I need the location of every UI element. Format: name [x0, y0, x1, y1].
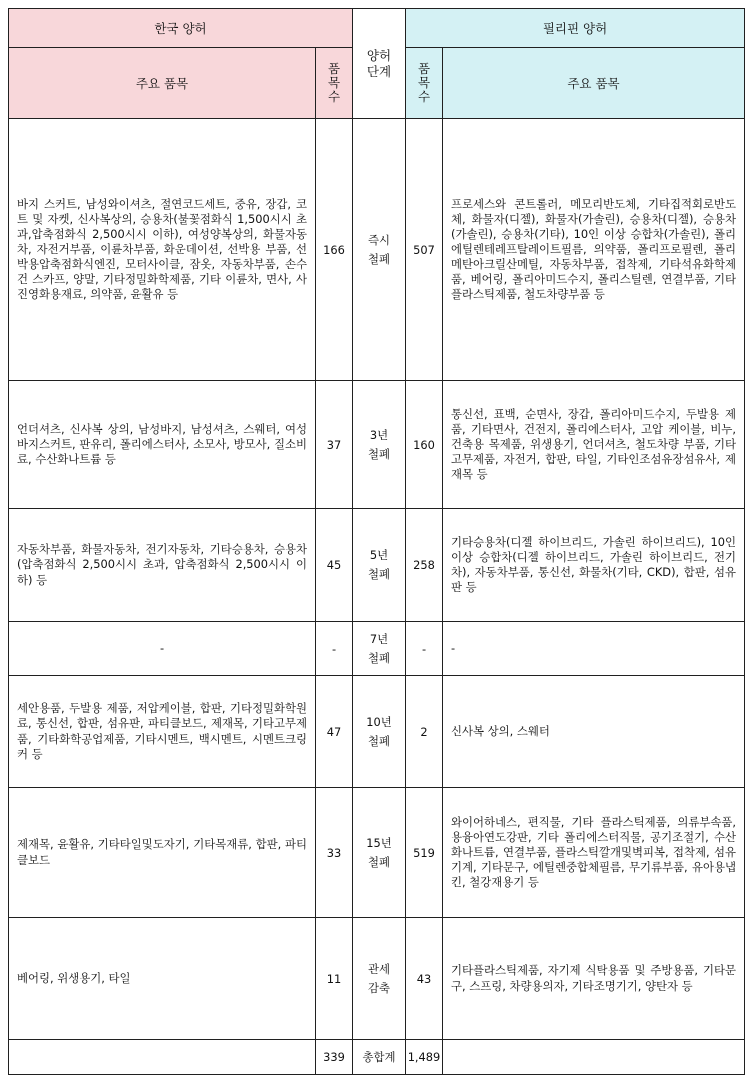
table-row [9, 381, 745, 509]
kr-items-cell: 언더셔츠, 신사복 상의, 남성바지, 남성셔츠, 스웨터, 여성바지스커트, 판유리, 폴리에스터사, 소모사, 방모사, 질소비료, 수산화나트륨 등 [9, 381, 316, 509]
stage-label: 3년 철폐 [367, 427, 390, 461]
ph-count-header-label: 품목수 [417, 61, 431, 104]
kr-items-cell: 바지 스커트, 남성와이셔츠, 절연코드세트, 중유, 장갑, 코트 및 자켓, 신사복상의, 승용차(불꽃점화식 1,500시시 초과,압축점화식 2,500시시 이하), 여성양복상의, 화물자동차, 자전거부품, 이륜차부품, 화운데이션, 선박용 부품, 선박용압축점화식엔진, 모터사이클, 잠옷, 자동차부품, 손수건 스카프, 양말, 기타정밀화학제품, 기타 이륜차, 면사, 사진영화용재료, 의약품, 윤활유 등 [9, 119, 316, 381]
ph-items-cell: - [443, 622, 745, 676]
stage-label: 즉시 철폐 [367, 232, 390, 266]
ph-count-cell: - [406, 622, 443, 676]
total-ph-count: 1,489 [406, 1040, 443, 1075]
kr-count-header [316, 48, 353, 119]
korea-concession-header: 한국 양허 [9, 9, 353, 48]
table-row [9, 676, 745, 788]
kr-count-cell: 45 [316, 509, 353, 622]
header-row-1 [9, 9, 745, 48]
stage-cell [353, 119, 406, 381]
total-ph-items-cell [443, 1040, 745, 1075]
ph-count-cell: 160 [406, 381, 443, 509]
stage-label: 관세 감축 [367, 961, 390, 995]
kr-items-cell: 자동차부품, 화물자동차, 전기자동차, 기타승용차, 승용차(압축점화식 2,500시시 초과, 압축점화식 2,500시시 이하) 등 [9, 509, 316, 622]
ph-items-cell: 기타승용차(디젤 하이브리드, 가솔린 하이브리드), 10인 이상 승합차(디젤 하이브리드, 가솔린 하이브리드, 전기차), 자동차부품, 통신선, 화물차(기타, CKD), 합판, 섬유판 등 [443, 509, 745, 622]
stage-cell [353, 918, 406, 1040]
stage-cell [353, 381, 406, 509]
philippines-concession-header: 필리핀 양허 [406, 9, 745, 48]
kr-items-cell: - [9, 622, 316, 676]
kr-items-cell: 제재목, 윤활유, 기타타일및도자기, 기타목재류, 합판, 파티클보드 [9, 788, 316, 918]
stage-cell [353, 788, 406, 918]
stage-label: 5년 철폐 [367, 548, 390, 581]
table-body [9, 9, 745, 1075]
total-row [9, 1040, 745, 1075]
stage-cell [353, 676, 406, 788]
stage-cell [353, 622, 406, 676]
stage-header [353, 9, 406, 119]
ph-count-cell: 507 [406, 119, 443, 381]
ph-items-cell: 신사복 상의, 스웨터 [443, 676, 745, 788]
table-row [9, 509, 745, 622]
kr-count-cell: 11 [316, 918, 353, 1040]
total-kr-items-cell [9, 1040, 316, 1075]
ph-count-cell: 2 [406, 676, 443, 788]
ph-items-cell: 통신선, 표백, 순면사, 장갑, 폴리아미드수지, 두발용 제품, 기타면사, 건전지, 폴리에스터사, 고압 케이블, 비누, 건축용 목제품, 위생용기, 언더셔츠, 철도차량 부품, 기타 고무제품, 자전거, 합판, 타일, 기타인조섬유장섬유사, 제재목 등 [443, 381, 745, 509]
kr-count-cell: 33 [316, 788, 353, 918]
stage-label: 7년 철폐 [367, 631, 390, 665]
ph-count-cell: 519 [406, 788, 443, 918]
kr-items-header: 주요 품목 [9, 48, 316, 119]
total-kr-count: 339 [316, 1040, 353, 1075]
ph-count-cell: 258 [406, 509, 443, 622]
kr-count-cell: 37 [316, 381, 353, 509]
stage-label: 10년 철폐 [366, 714, 392, 748]
stage-header-label: 양허 단계 [366, 47, 392, 79]
stage-label: 15년 철폐 [366, 835, 392, 869]
ph-items-cell: 기타플라스틱제품, 자기제 식탁용품 및 주방용품, 기타문구, 스프링, 차량용의자, 기타조명기기, 양탄자 등 [443, 918, 745, 1040]
kr-count-header-label: 품목수 [327, 61, 341, 104]
ph-items-header: 주요 품목 [443, 48, 745, 119]
kr-count-cell: 47 [316, 676, 353, 788]
stage-cell [353, 509, 406, 622]
ph-items-cell: 프로세스와 콘트롤러, 메모리반도체, 기타집적회로반도체, 화물자(디젤), 화물자(가솔린), 승용차(디젤), 승용차(가솔린), 승용차(기타), 10인 이상 승합차(가솔린), 폴리에틸렌테레프탈레이트필름, 의약품, 폴리프로필렌, 폴리메탄아크릴산메틸, 자동차부품, 접착제, 기타석유화학제품, 베어링, 폴리아미드수지, 폴리스틸렌, 연결부품, 기타플라스틱제품, 철도차량부품 등 [443, 119, 745, 381]
ph-count-cell: 43 [406, 918, 443, 1040]
tariff-concession-table [8, 8, 745, 1075]
kr-count-cell: - [316, 622, 353, 676]
ph-count-header [406, 48, 443, 119]
ph-items-cell: 와이어하네스, 편직물, 기타 플라스틱제품, 의류부속품, 용융아연도강판, 기타 폴리에스터직물, 공기조절기, 수산화나트륨, 연결부품, 플라스틱깔개및벽피복, 접착제, 섬유기계, 기타문구, 에틸렌중합체필름, 무기류부품, 유아용냅킨, 철강재용기 등 [443, 788, 745, 918]
table-row [9, 918, 745, 1040]
table-row [9, 622, 745, 676]
table-row [9, 119, 745, 381]
kr-items-cell: 세안용품, 두발용 제품, 저압케이블, 합판, 기타정밀화학원료, 통신선, 합판, 섬유판, 파티클보드, 제재목, 기타고무제품, 기타화학공업제품, 기타시멘트, 백시멘트, 시멘트크링커 등 [9, 676, 316, 788]
kr-count-cell: 166 [316, 119, 353, 381]
kr-items-cell: 베어링, 위생용기, 타일 [9, 918, 316, 1040]
total-label: 총합계 [353, 1040, 406, 1075]
table-row [9, 788, 745, 918]
